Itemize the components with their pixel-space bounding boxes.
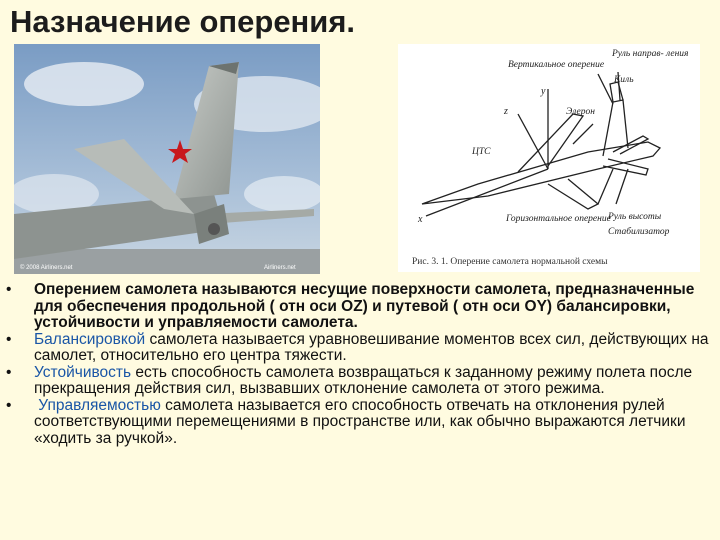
photo-credit-left: © 2008 Airliners.net — [20, 265, 73, 271]
label-z-axis: z — [504, 106, 508, 117]
bullet-item-2 — [4, 332, 716, 365]
label-horizontal-tail: Горизонтальное оперение — [506, 214, 611, 224]
slide-title: Назначение оперения. — [10, 4, 356, 39]
label-stabilizer: Стабилизатор — [608, 227, 670, 237]
bullet-item-3 — [4, 365, 716, 398]
bullet-marker: • — [6, 363, 12, 381]
bullet-item-4 — [4, 398, 716, 448]
label-x-axis: x — [418, 214, 423, 225]
label-vertical-tail: Вертикальное оперение — [508, 60, 605, 70]
bullet-marker: • — [6, 330, 12, 348]
photo-credit-right: Airliners.net — [264, 265, 296, 271]
bullet-text: есть способность самолета возвращаться к заданному режиму полета после прекращения действия сил, вызвавших отклонение самолета от этого режима. — [34, 363, 693, 397]
bullet-text: самолета называется уравновешивание моментов всех сил, действующих на самолет, относительно его центра тяжести. — [34, 330, 709, 364]
label-elevator: Руль высоты — [608, 212, 662, 222]
diagram-caption: Рис. 3. 1. Оперение самолета нормальной схемы — [412, 257, 608, 267]
label-y-axis: y — [541, 86, 546, 97]
tail-diagram — [398, 44, 700, 272]
label-fin: Киль — [614, 75, 634, 85]
bullet-lead: Устойчивость — [34, 363, 132, 381]
aircraft-tail-photo — [14, 44, 320, 274]
bullet-marker: • — [6, 396, 12, 414]
bullet-item-1 — [4, 282, 716, 332]
label-rudder: Руль направ- ления — [612, 49, 689, 59]
bullet-lead: Балансировкой — [34, 330, 146, 348]
label-aileron: Элерон — [566, 107, 595, 117]
bullet-text: Оперением самолета называются несущие поверхности самолета, предназначенные для обеспечения продольной ( отн оси OZ) и путевой ( отн оси OY) балансировки, устойчивости и управляемости самолета. — [34, 281, 695, 331]
label-cg: ЦТС — [472, 147, 491, 157]
bullet-lead: Управляемостью — [34, 396, 161, 414]
bullet-marker: • — [6, 281, 12, 298]
bullet-text: самолета называется его способность отвечать на отклонения рулей соответствующими перемещениями в пространстве или, как обычно выражаются летчики «ходить за ручкой». — [34, 396, 686, 447]
bullet-list — [4, 282, 716, 447]
